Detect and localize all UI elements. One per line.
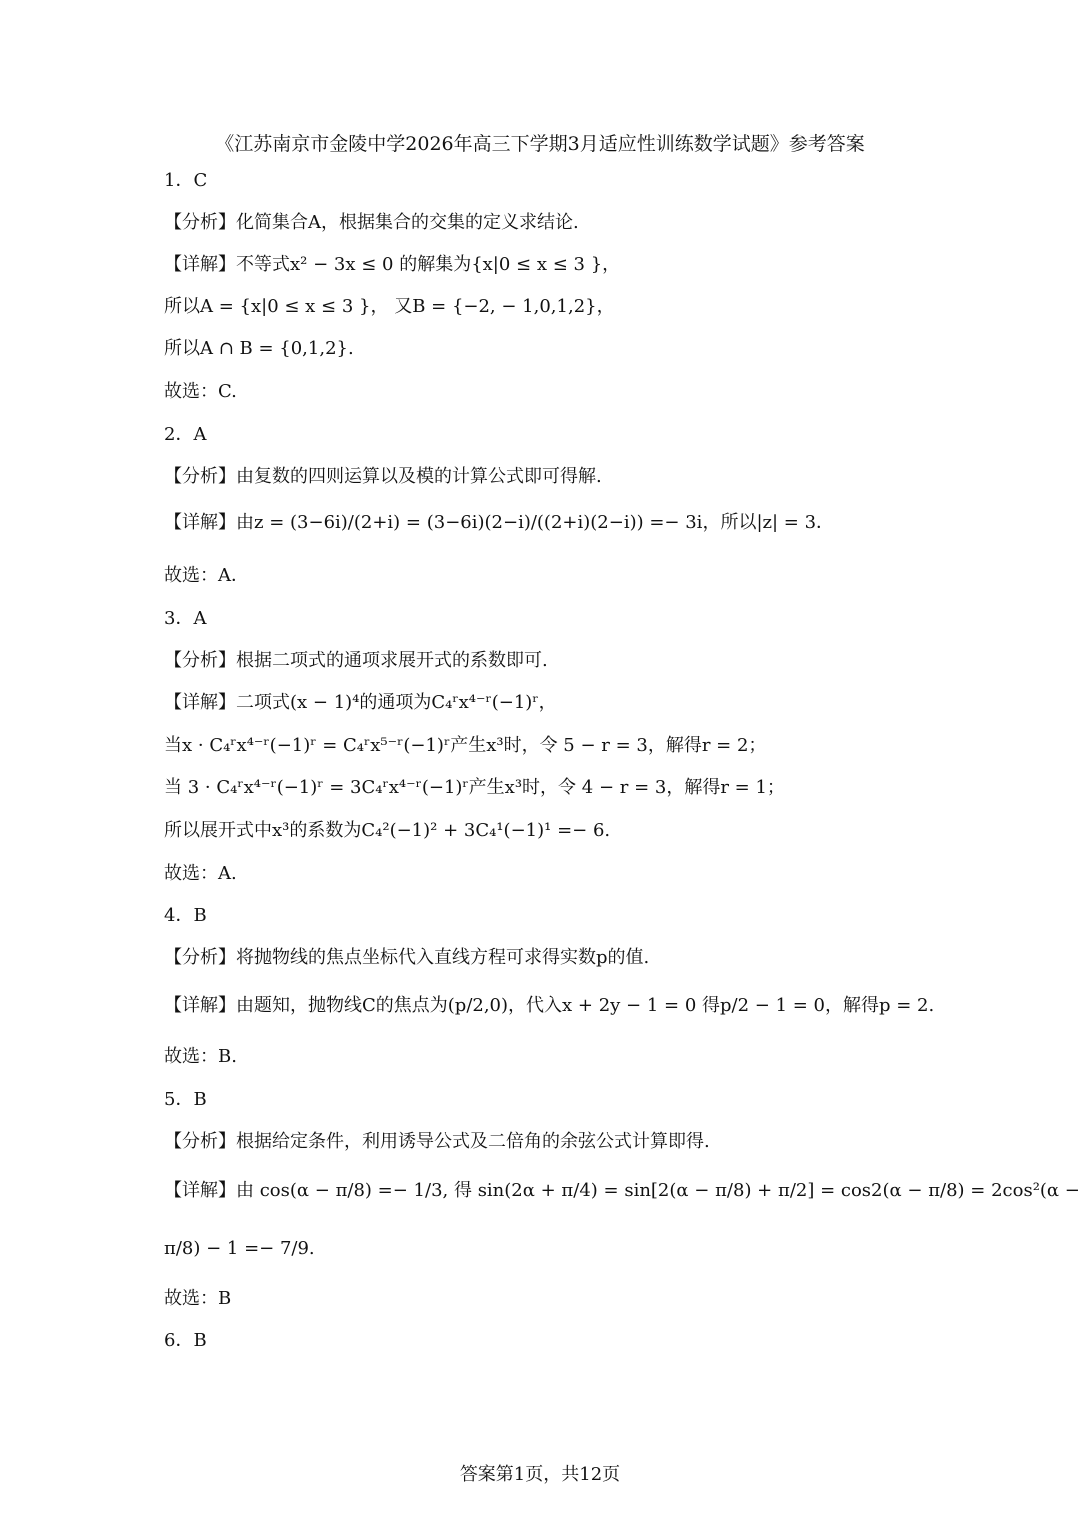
answer-4-detail: 【详解】由题知，抛物线C的焦点为(p/2,0)，代入x + 2y − 1 = 0 得p/2 − 1 = 0，解得p = 2. [164, 995, 935, 1016]
answer-2-detail: 【详解】由z = (3−6i)/(2+i) = (3−6i)(2−i)/((2+i)(2−i)) =− 3i，所以|z| = 3． [164, 512, 835, 533]
answer-3-detail-line: 所以展开式中x³的系数为C₄²(−1)² + 3C₄¹(−1)¹ =− 6. [164, 820, 611, 841]
answer-2-choice: 故选：A． [164, 565, 249, 586]
answer-4-label: 4．B [164, 905, 207, 926]
answer-2-label: 2．A [164, 424, 207, 445]
document-title: 《江苏南京市金陵中学2026年高三下学期3月适应性训练数学试题》参考答案 [215, 133, 865, 155]
page-footer: 答案第1页，共12页 [459, 1464, 621, 1485]
answer-1-detail-line: 所以A ∩ B = {0,1,2}. [164, 338, 354, 359]
answer-3-analysis: 【分析】根据二项式的通项求展开式的系数即可. [164, 650, 548, 671]
answer-4-choice: 故选：B. [164, 1046, 237, 1067]
answer-3-detail-line: 当x · C₄ʳx⁴⁻ʳ(−1)ʳ = C₄ʳx⁵⁻ʳ(−1)ʳ产生x³时，令 5 − r = 3，解得r = 2； [164, 735, 767, 756]
answer-3-choice: 故选：A. [164, 863, 237, 884]
answer-1-analysis: 【分析】化简集合A，根据集合的交集的定义求结论. [164, 212, 579, 233]
answer-6-label: 6．B [164, 1330, 207, 1351]
answer-1-detail: 【详解】不等式x² − 3x ≤ 0 的解集为{x|0 ≤ x ≤ 3 }， [164, 254, 621, 275]
answer-3-label: 3．A [164, 608, 207, 629]
answer-1-detail-line: 所以A = {x|0 ≤ x ≤ 3 }， 又B = {−2, − 1,0,1,2}， [164, 296, 615, 317]
answer-1-label: 1．C [164, 170, 208, 191]
answer-2-analysis: 【分析】由复数的四则运算以及模的计算公式即可得解. [164, 466, 602, 487]
answer-3-detail-line: 当 3 · C₄ʳx⁴⁻ʳ(−1)ʳ = 3C₄ʳx⁴⁻ʳ(−1)ʳ产生x³时，令 4 − r = 3，解得r = 1； [164, 777, 785, 798]
answer-4-analysis: 【分析】将抛物线的焦点坐标代入直线方程可求得实数p的值. [164, 947, 650, 968]
answer-5-detail: 【详解】由 cos(α − π/8) =− 1/3, 得 sin(2α + π/4) = sin[2(α − π/8) + π/2] = cos2(α − π/8) = 2cos²(α − [164, 1180, 1080, 1201]
answer-5-choice: 故选：B [164, 1288, 232, 1309]
answer-1-choice: 故选：C. [164, 381, 237, 402]
answer-5-detail-line: π/8) − 1 =− 7/9. [164, 1238, 315, 1259]
answer-5-analysis: 【分析】根据给定条件，利用诱导公式及二倍角的余弦公式计算即得. [164, 1131, 710, 1152]
answer-5-label: 5．B [164, 1089, 207, 1110]
answer-3-detail: 【详解】二项式(x − 1)⁴的通项为C₄ʳx⁴⁻ʳ(−1)ʳ， [164, 692, 557, 713]
